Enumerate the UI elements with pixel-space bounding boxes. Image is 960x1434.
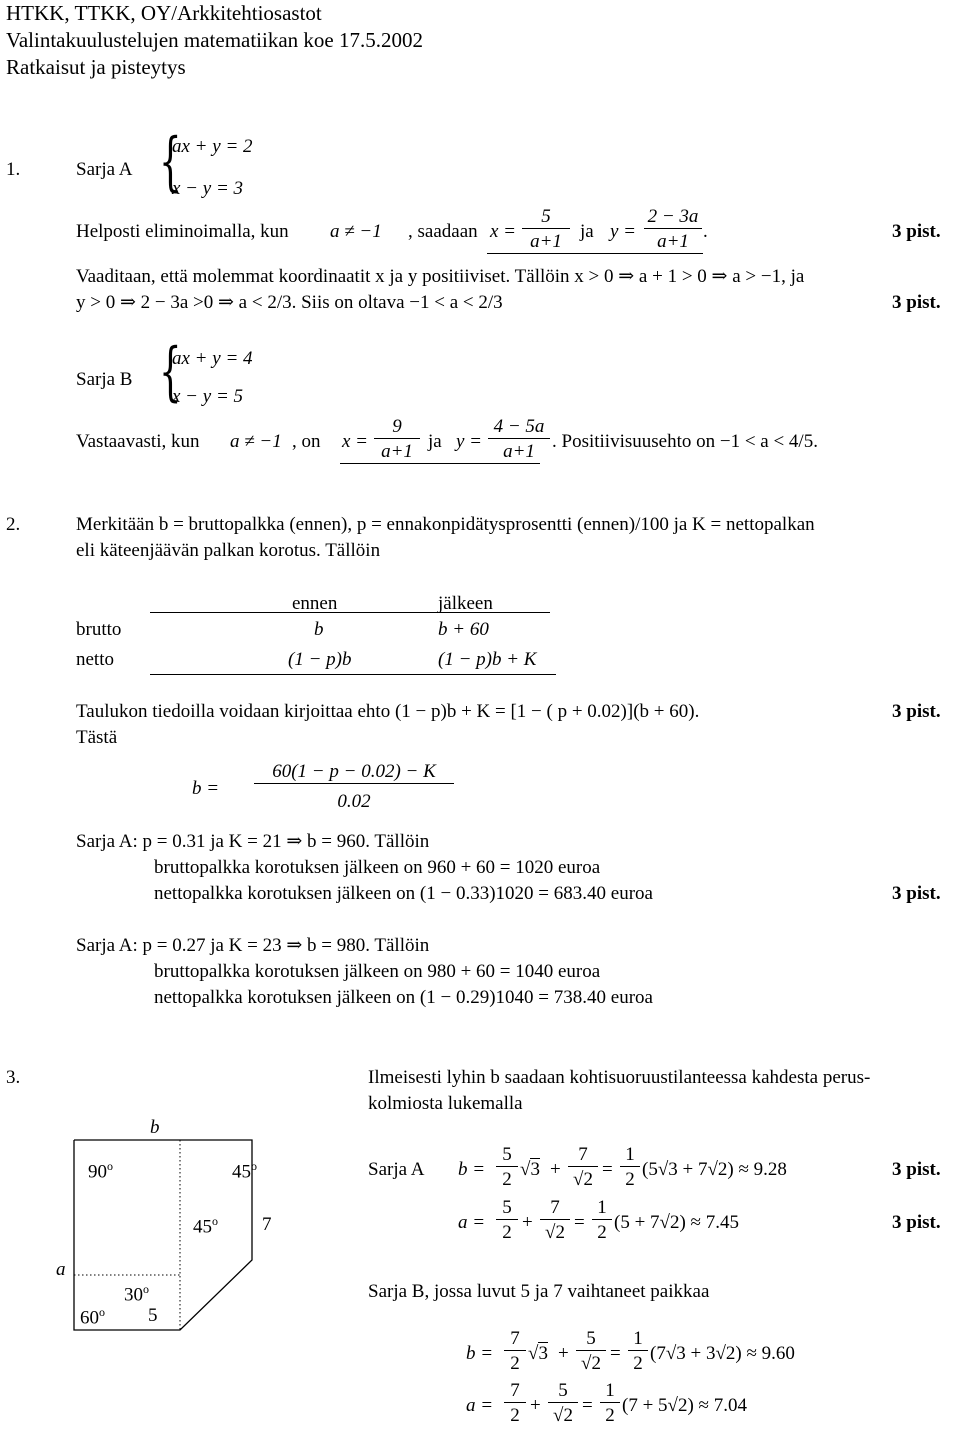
result: (5√3 + 7√2) ≈ 9.28 [642, 1159, 787, 1180]
positivity-line-1: Vaaditaan, että molemmat koordinaatit x ja y positiiviset. Tällöin x > 0 ⇒ a + 1 > 0 ⇒ a > −1, ja [76, 266, 805, 287]
b-equals: b = [466, 1343, 494, 1364]
system-a-eq2: x − y = 3 [172, 178, 244, 199]
task2-intro-line-1: Merkitään b = bruttopalkka (ennen), p = ennakonpidätysprosentti (ennen)/100 ja K = nettopalkan [76, 514, 815, 535]
task1-sarja-b-label: Sarja B [76, 369, 133, 390]
fraction: $\frac{5}{√2}$ [576, 1329, 606, 1373]
underline [487, 253, 703, 254]
system-brace: { [159, 335, 182, 409]
y-equals: y = [610, 221, 637, 242]
header-line-1: HTKK, TTKK, OY/Arkkitehtiosastot [6, 1, 322, 25]
period: . [703, 221, 708, 242]
a-equals: a = [466, 1395, 494, 1416]
plus: + [558, 1343, 569, 1364]
figure-angle-30: 30$^o$ [124, 1282, 149, 1306]
fraction: $\frac{1}{2}$ [628, 1329, 648, 1373]
fraction: $\frac{1}{2}$ [620, 1145, 640, 1189]
equals: = [610, 1343, 621, 1364]
system-b-eq2: x − y = 5 [172, 386, 244, 407]
a-equals: a = [458, 1212, 486, 1233]
points: 3 pist. [892, 883, 941, 904]
equals: = [574, 1212, 585, 1233]
tasta-word: Tästä [76, 727, 118, 748]
figure-angle-45-mid: 45$^o$ [193, 1214, 218, 1238]
y-fraction: $\frac{4 - 5a}{a+1}$ [488, 417, 550, 461]
b-fraction: $\frac{60(1 - p - 0.02) - K}{0.02}$ [254, 762, 454, 811]
figure-side-5: 5 [148, 1305, 158, 1326]
task3-number: 3. [6, 1067, 21, 1088]
figure-label-a: a [56, 1259, 66, 1280]
table-rule [150, 612, 550, 613]
system-brace: { [159, 125, 182, 199]
task3-sarja-a-label: Sarja A [368, 1159, 425, 1180]
fraction: $\frac{7}{√2}$ [540, 1198, 570, 1242]
task1-number: 1. [6, 159, 21, 180]
fraction: $\frac{7}{2}$ [504, 1381, 526, 1425]
system-a-eq1: ax + y = 2 [172, 136, 253, 157]
positivity-condition: . Positiivisuusehto on −1 < a < 4/5. [552, 431, 818, 452]
points: 3 pist. [892, 701, 941, 722]
figure-angle-90: 90$^o$ [88, 1159, 113, 1183]
table-header-after: jälkeen [438, 593, 493, 614]
ja-word: ja [428, 431, 442, 452]
task3-intro-line-2: kolmiosta lukemalla [368, 1093, 523, 1114]
x-equals: x = [342, 431, 369, 452]
table-row-label: brutto [76, 619, 122, 640]
result: (5 + 7√2) ≈ 7.45 [614, 1212, 739, 1233]
task1-b-intro: Vastaavasti, kun [76, 431, 200, 452]
fraction: $\frac{5}{2}$ [496, 1198, 518, 1242]
b-equals: b = [192, 778, 220, 799]
fraction: $\frac{7}{√2}$ [568, 1145, 598, 1189]
task1-b-condition: a ≠ −1 [230, 431, 282, 452]
task1-sarja-a-label: Sarja A [76, 159, 133, 180]
case-b-netto: nettopalkka korotuksen jälkeen on (1 − 0.29)1040 = 738.40 euroa [154, 987, 653, 1008]
points: 3 pist. [892, 1159, 941, 1180]
fraction: $\frac{5}{√2}$ [548, 1381, 578, 1425]
plus: + [550, 1159, 561, 1180]
x-fraction: $\frac{5}{a+1}$ [522, 207, 570, 251]
table-rule [150, 674, 556, 675]
header-line-3: Ratkaisut ja pisteytys [6, 55, 186, 79]
underline [340, 463, 540, 464]
sqrt: √3 [528, 1343, 548, 1364]
case-a-head: Sarja A: p = 0.31 ja K = 21 ⇒ b = 960. Tällöin [76, 831, 430, 852]
figure-angle-45-top: 45$^o$ [232, 1159, 257, 1183]
system-b-eq1: ax + y = 4 [172, 348, 253, 369]
condition-line: Taulukon tiedoilla voidaan kirjoittaa ehto (1 − p)b + K = [1 − ( p + 0.02)](b + 60). [76, 701, 700, 722]
b-equals: b = [458, 1159, 486, 1180]
figure-label-b: b [150, 1117, 160, 1138]
task3-intro-line-1: Ilmeisesti lyhin b saadaan kohtisuoruustilanteessa kahdesta perus- [368, 1067, 871, 1088]
x-fraction: $\frac{9}{a+1}$ [374, 417, 420, 461]
equals: = [582, 1395, 593, 1416]
fraction: $\frac{1}{2}$ [592, 1198, 612, 1242]
task1-line-intro: Helposti eliminoimalla, kun [76, 221, 289, 242]
table-cell: (1 − p)b [288, 649, 352, 670]
table-cell: (1 − p)b + K [438, 649, 537, 670]
x-equals: x = [490, 221, 517, 242]
ja-word: ja [580, 221, 594, 242]
header-line-2: Valintakuulustelujen matematiikan koe 17.5.2002 [6, 28, 423, 52]
figure-side-7: 7 [262, 1214, 272, 1235]
fraction: $\frac{1}{2}$ [600, 1381, 620, 1425]
task2-number: 2. [6, 514, 21, 535]
on-word: , on [292, 431, 321, 452]
case-b-brutto: bruttopalkka korotuksen jälkeen on 980 + 60 = 1040 euroa [154, 961, 601, 982]
case-b-head: Sarja A: p = 0.27 ja K = 23 ⇒ b = 980. Tällöin [76, 935, 430, 956]
triangle-figure [0, 1100, 360, 1360]
task2-intro-line-2: eli käteenjäävän palkan korotus. Tällöin [76, 540, 381, 561]
case-a-netto: nettopalkka korotuksen jälkeen on (1 − 0.33)1020 = 683.40 euroa [154, 883, 653, 904]
table-row-label: netto [76, 649, 114, 670]
figure-angle-60: 60$^o$ [80, 1305, 105, 1329]
fraction: $\frac{7}{2}$ [504, 1329, 526, 1373]
table-header-before: ennen [292, 593, 338, 614]
plus: + [522, 1212, 533, 1233]
table-cell: b [314, 619, 324, 640]
plus: + [530, 1395, 541, 1416]
equals: = [602, 1159, 613, 1180]
sqrt: √3 [520, 1159, 540, 1180]
task3-sarja-b-label: Sarja B, jossa luvut 5 ja 7 vaihtaneet paikkaa [368, 1281, 710, 1302]
case-a-brutto: bruttopalkka korotuksen jälkeen on 960 + 60 = 1020 euroa [154, 857, 601, 878]
fraction: $\frac{5}{2}$ [496, 1145, 518, 1189]
table-cell: b + 60 [438, 619, 489, 640]
points: 3 pist. [892, 292, 941, 313]
result: (7√3 + 3√2) ≈ 9.60 [650, 1343, 795, 1364]
positivity-line-2: y > 0 ⇒ 2 − 3a >0 ⇒ a < 2/3. Siis on oltava −1 < a < 2/3 [76, 292, 503, 313]
points: 3 pist. [892, 221, 941, 242]
result: (7 + 5√2) ≈ 7.04 [622, 1395, 747, 1416]
task1-condition: a ≠ −1 [330, 221, 382, 242]
y-fraction: $\frac{2 - 3a}{a+1}$ [644, 207, 702, 251]
task1-saadaan: , saadaan [408, 221, 478, 242]
points: 3 pist. [892, 1212, 941, 1233]
y-equals: y = [456, 431, 483, 452]
